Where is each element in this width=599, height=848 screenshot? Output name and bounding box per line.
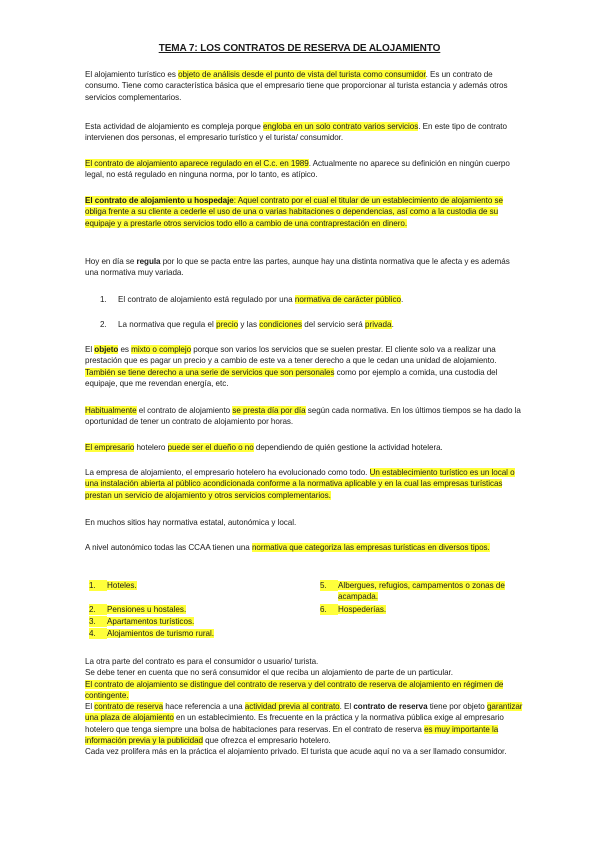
list-item: 1. Hoteles. — [89, 581, 137, 590]
list-item: 4. Alojamientos de turismo rural. — [89, 629, 215, 638]
paragraph-complexity: Esta actividad de alojamiento es compleja porque engloba en un solo contrato varios servicios. En este tipo de contrato intervienen dos personas, el empresario turístico y el turista/ consumidor. — [85, 122, 507, 143]
highlight: precio — [216, 320, 239, 329]
page-title: TEMA 7: LOS CONTRATOS DE RESERVA DE ALOJAMIENTO — [158, 43, 441, 54]
highlight: puede ser el dueño o no — [167, 443, 254, 452]
list-item: 3. Apartamentos turísticos. — [89, 617, 195, 626]
paragraph-regulation: El contrato de alojamiento aparece regulado en el C.c. en 1989. Actualmente no aparece su definición en ningún cuerpo legal, no está regulado en ninguna norma, por lo tanto, es atípico. — [85, 159, 510, 180]
list-item: 2. La normativa que regula el precio y las condiciones del servicio será privada. — [100, 320, 394, 329]
highlight: engloba en un solo contrato varios servicios — [262, 122, 419, 131]
highlight: Apartamentos turísticos. — [107, 617, 195, 626]
highlight: actividad previa al contrato — [244, 702, 340, 712]
paragraph-consumidor: La otra parte del contrato es para el consumidor o usuario/ turista. Se debe tener en cuenta que no será consumidor el que reciba un alojamiento de parte de un particular. El contrato de alojamiento se distingue del contrato de reserva y del contrato de reserva de alojamiento en régimen de contingente. El contrato de reserva hace referencia a una actividad previa al contrato. El contrato de reserva tiene por objeto garantizar una plaza de alojamiento en un establecimiento. Es frecuente en la práctica y la normativa pública exige al empresario hotelero que tenga siempre una bolsa de habitaciones para reservas. En el contrato de reserva es muy importante la información previa y la publicidad que ofrezca el empresario hotelero. Cada vez prolifera más en la práctica el alojamiento privado. El turista que acude aquí no va a ser llamado consumidor. — [85, 657, 523, 757]
highlight: El contrato de alojamiento se distingue del contrato de reserva y del contrato de reserva de alojamiento en régimen de contingente. — [85, 679, 504, 700]
paragraph-habitual: Habitualmente el contrato de alojamiento se presta día por día según cada normativa. En los últimos tiempos se ha dado la oportunidad de tener un contrato de alojamiento por horas. — [85, 406, 521, 427]
highlight: Un establecimiento turístico es un local o una instalación abierta al público acondicionada conforme a la normativa aplicable y en la cual las empresas turísticas prestan un servicio de alojamiento y otros servicios complementarios. — [85, 468, 515, 500]
highlight: normativa que categoriza las empresas turísticas en diversos tipos. — [251, 543, 490, 552]
highlight: objeto de análisis desde el punto de vista del turista como consumidor — [178, 70, 426, 79]
highlight: Albergues, refugios, campamentos o zonas de acampada. — [338, 581, 505, 602]
highlight: se presta día por día — [232, 406, 306, 415]
paragraph-definition — [85, 195, 525, 229]
highlight: Habitualmente — [85, 406, 137, 415]
highlight: garantizar una plaza de alojamiento — [85, 702, 523, 723]
highlight: El empresario — [85, 443, 135, 452]
highlight: condiciones — [259, 320, 303, 329]
highlight: También se tiene derecho a una serie de servicios que son personales — [85, 367, 335, 377]
paragraph-object: El objeto es mixto o complejo porque son varios los servicios que se suelen prestar. El cliente solo va a realizar una prestación que es pagar un precio y a cambio de este va a tener derecho a que le cedan una unidad de alojamiento. También se tiene derecho a una serie de servicios que son personales como por ejemplo a comida, una custodia del equipaje, que me revendan energía, etc. — [85, 345, 498, 388]
highlight: es muy importante la información previa y la publicidad — [85, 724, 499, 746]
paragraph-normativa: En muchos sitios hay normativa estatal, autonómica y local. — [85, 518, 297, 527]
highlight: privada — [365, 320, 392, 329]
list-item: 2. Pensiones u hostales. — [89, 605, 187, 614]
highlight: mixto o complejo — [131, 345, 192, 354]
paragraph-establecimiento: La empresa de alojamiento, el empresario hotelero ha evolucionado como todo. Un establecimiento turístico es un local o una instalación abierta al público acondicionada conforme a la normativa aplicable y en la cual las empresas turísticas prestan un servicio de alojamiento y otros servicios complementarios. — [85, 468, 515, 500]
list-item: 1. El contrato de alojamiento está regulado por una normativa de carácter público. — [100, 295, 404, 304]
highlight: Hoteles. — [107, 581, 137, 590]
highlight: El contrato de alojamiento u hospedaje: Aquel contrato por el cual el titular de un establecimiento de alojamiento se obliga frente a su cliente a cederle el uso de una o varias habitaciones o dependencias, así como a la custodia de su equipaje y a prestarle otros servicios todo ello a cambio de una contraprestación en dinero. — [85, 196, 503, 228]
list-item: 5. Albergues, refugios, campamentos o zonas de acampada. — [320, 581, 505, 602]
paragraph-autonomico: A nivel autonómico todas las CCAA tienen una normativa que categoriza las empresas turísticas en diversos tipos. — [85, 543, 490, 552]
highlight: Alojamientos de turismo rural. — [107, 629, 215, 638]
highlight: normativa de carácter público — [294, 295, 402, 304]
paragraph-intro: El alojamiento turístico es objeto de análisis desde el punto de vista del turista como consumidor. Es un contrato de consumo. Tiene como característica básica que el empresario tiene que proporcionar al turista estancia y además otros servicios complementarios. — [85, 70, 508, 102]
list-item: 6. Hospederías. — [320, 605, 387, 614]
highlight: Hospederías. — [338, 605, 387, 614]
highlight: El contrato de alojamiento aparece regulado en el C.c. en 1989 — [85, 159, 309, 168]
highlight: Pensiones u hostales. — [107, 605, 187, 614]
highlight: objeto — [94, 345, 119, 354]
highlight: contrato de reserva — [94, 702, 164, 712]
paragraph-empresario: El empresario hotelero puede ser el dueño o no dependiendo de quién gestione la actividad hotelera. — [85, 443, 443, 452]
paragraph-regula: Hoy en día se regula por lo que se pacta entre las partes, aunque hay una distinta normativa que le afecta y es además una normativa muy variada. — [85, 257, 510, 278]
